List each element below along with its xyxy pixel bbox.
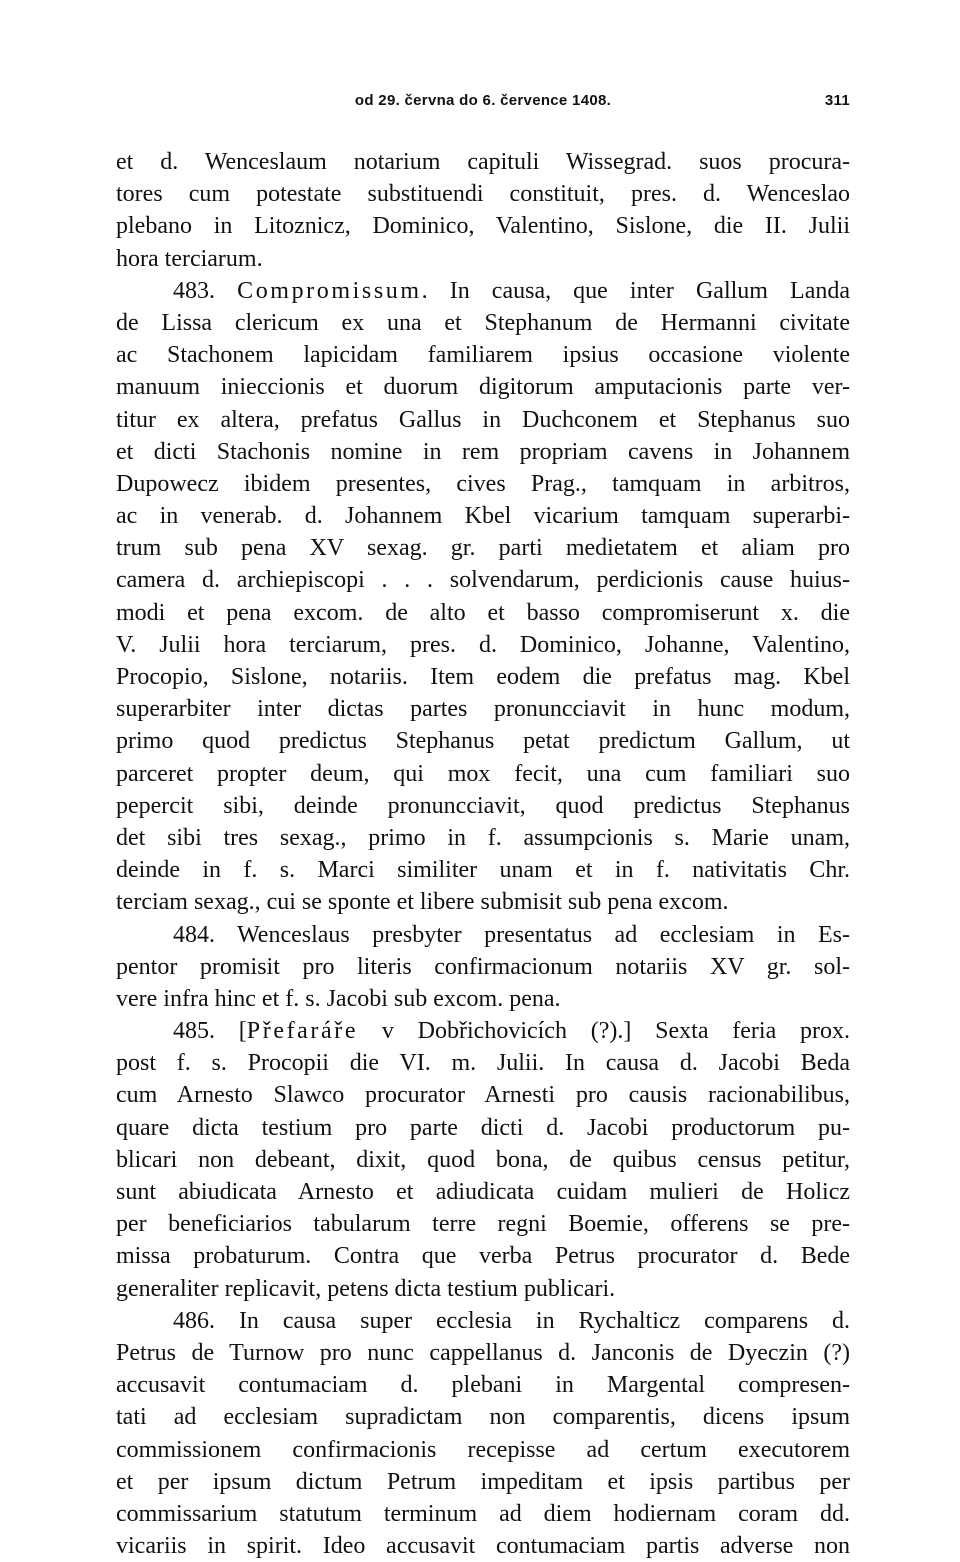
text-line: primo quod predictus Stephanus petat predictum Gallum, ut <box>116 728 850 755</box>
page-number: 311 <box>824 92 850 109</box>
text-line: V. Julii hora terciarum, pres. d. Dominico, Johanne, Valentino, <box>116 631 850 658</box>
text-line: cum Arnesto Slawco procurator Arnesti pro causis racionabilibus, <box>116 1082 850 1109</box>
text-line: ac in venerab. d. Johannem Kbel vicarium tamquam superarbi- <box>116 503 850 530</box>
spaced-heading-word: Přefaráře <box>246 1018 359 1045</box>
text-line: terciam sexag., cui se sponte et libere submisit sub pena excom. <box>116 889 729 916</box>
entry-484-first-line: 484. Wenceslaus presbyter presentatus ad ecclesiam in Es- <box>173 921 850 948</box>
text-line: quare dicta testium pro parte dicti d. Jacobi productorum pu- <box>116 1114 850 1141</box>
text-line: camera d. archiepiscopi . . . solvendarum, perdicionis cause huius- <box>116 567 850 594</box>
running-title: od 29. června do 6. července 1408. <box>354 92 612 109</box>
text-line: tati ad ecclesiam supradictam non comparentis, dicens ipsum <box>116 1404 850 1431</box>
text-line: titur ex altera, prefatus Gallus in Duchconem et Stephanus suo <box>116 406 850 433</box>
text-line: vere infra hinc et f. s. Jacobi sub excom. pena. <box>116 985 561 1012</box>
text-line: tores cum potestate substituendi constituit, pres. d. Wenceslao <box>116 181 850 208</box>
text-line: post f. s. Procopii die VI. m. Julii. In causa d. Jacobi Beda <box>116 1050 850 1077</box>
text-line: deinde in f. s. Marci similiter unam et in f. nativitatis Chr. <box>116 857 850 884</box>
text-line: manuum inieccionis et duorum digitorum amputacionis parte ver- <box>116 374 850 401</box>
text-line: trum sub pena XV sexag. gr. parti medietatem et aliam pro <box>116 535 850 562</box>
text-line: hora terciarum. <box>116 245 263 272</box>
text-line: Dupowecz ibidem presentes, cives Prag., tamquam in arbitros, <box>116 470 850 497</box>
text-line: modi et pena excom. de alto et basso compromiserunt x. die <box>116 599 850 626</box>
text-line: vicariis in spirit. Ideo accusavit contumaciam partis adverse non <box>116 1533 850 1560</box>
text-line: sunt abiudicata Arnesto et adiudicata cuidam mulieri de Holicz <box>116 1179 850 1205</box>
text-line: pepercit sibi, deinde pronuncciavit, quod predictus Stephanus <box>116 792 850 819</box>
text-line: accusavit contumaciam d. plebani in Margental compresen- <box>116 1372 850 1399</box>
text-line: generaliter replicavit, petens dicta testium publicari. <box>116 1275 616 1302</box>
text-line: blicari non debeant, dixit, quod bona, de quibus census petitur, <box>116 1146 850 1173</box>
entry-483-heading-line: 483. Compromissum. In causa, que inter Gallum Landa <box>173 277 851 304</box>
body-text <box>116 146 850 1562</box>
text-line: et per ipsum dictum Petrum impeditam et ipsis partibus per <box>116 1468 850 1495</box>
text-line: det sibi tres sexag., primo in f. assumpcionis s. Marie unam, <box>116 824 850 851</box>
text-line: per beneficiarios tabularum terre regni Boemie, offerens se pre- <box>116 1211 850 1238</box>
text-line: et dicti Stachonis nomine in rem propriam cavens in Johannem <box>116 438 850 465</box>
text-line: de Lissa clericum ex una et Stephanum de Hermanni civitate <box>116 309 850 336</box>
text-line: pentor promisit pro literis confirmacionum notariis XV gr. sol- <box>116 953 850 980</box>
text-line: et d. Wenceslaum notarium capituli Wissegrad. suos procura- <box>116 149 850 175</box>
text-line: commissarium statutum terminum ad diem hodiernam coram dd. <box>116 1500 850 1527</box>
entry-485-heading-line: 485. [Přefaráře v Dobřichovicích (?).] Sexta feria prox. <box>173 1018 850 1045</box>
text-line: missa probaturum. Contra que verba Petrus procurator d. Bede <box>116 1243 850 1270</box>
spaced-heading-word: Compromissum <box>237 277 422 304</box>
text-line: commissionem confirmacionis recepisse ad certum executorem <box>116 1436 850 1463</box>
entry-486-first-line: 486. In causa super ecclesia in Rychalticz comparens d. <box>173 1307 850 1334</box>
text-line: superarbiter inter dictas partes pronuncciavit in hunc modum, <box>116 696 850 723</box>
text-line: ac Stachonem lapicidam familiarem ipsius occasione violente <box>116 342 850 369</box>
text-line: plebano in Litoznicz, Dominico, Valentino, Sislone, die II. Julii <box>116 213 850 240</box>
text-line: parceret propter deum, qui mox fecit, una cum familiari suo <box>116 760 850 787</box>
running-header <box>116 92 850 116</box>
text-line: Procopio, Sislone, notariis. Item eodem die prefatus mag. Kbel <box>116 664 850 690</box>
text-line: Petrus de Turnow pro nunc cappellanus d. Janconis de Dyeczin (?) <box>116 1339 850 1366</box>
